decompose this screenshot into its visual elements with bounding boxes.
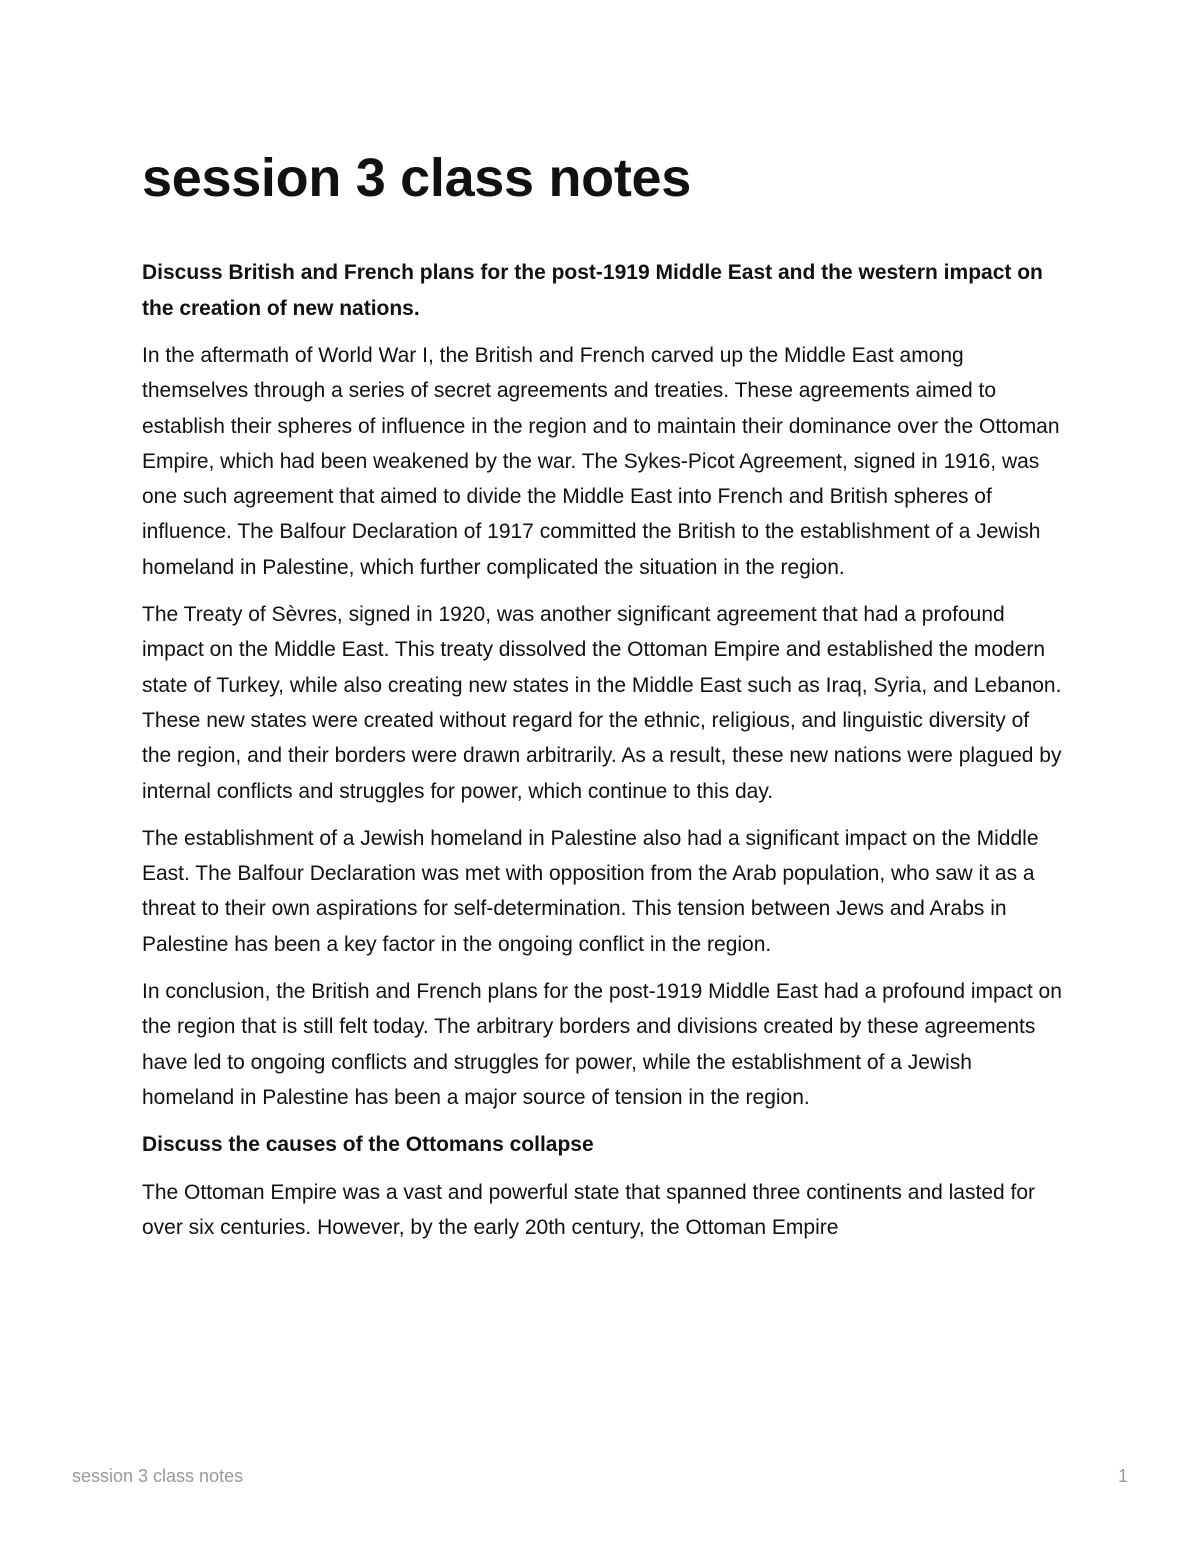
- page-title: session 3 class notes: [142, 148, 691, 208]
- section-heading: Discuss the causes of the Ottomans collapse: [142, 1133, 594, 1157]
- paragraph: In conclusion, the British and French plans for the post-1919 Middle East had a profound impact on the region that is still felt today. The arbitrary borders and divisions created by these agreements have led to ongoing conflicts and struggles for power, while the establishment of a Jewish homeland in Palestine has been a major source of tension in the region.: [142, 980, 1062, 1109]
- paragraph: The Treaty of Sèvres, signed in 1920, was another significant agreement that had a profound impact on the Middle East. This treaty dissolved the Ottoman Empire and established the modern state of Turkey, while also creating new states in the Middle East such as Iraq, Syria, and Lebanon. These new states were created without regard for the ethnic, religious, and linguistic diversity of the region, and their borders were drawn arbitrarily. As a result, these new nations were plagued by internal conflicts and struggles for power, which continue to this day.: [142, 603, 1062, 803]
- paragraph: The Ottoman Empire was a vast and powerful state that spanned three continents and lasted for over six centuries. However, by the early 20th century, the Ottoman Empire: [142, 1180, 1036, 1240]
- footer-page-number: 1: [1117, 1466, 1128, 1486]
- paragraph: The establishment of a Jewish homeland in Palestine also had a significant impact on the Middle East. The Balfour Declaration was met with opposition from the Arab population, who saw it as a threat to their own aspirations for self-determination. This tension between Jews and Arabs in Palestine has been a key factor in the ongoing conflict in the region.: [142, 826, 1039, 956]
- section-heading: Discuss British and French plans for the post-1919 Middle East and the western impact on the creation of new nations.: [142, 261, 1043, 320]
- paragraph: In the aftermath of World War I, the British and French carved up the Middle East among themselves through a series of secret agreements and treaties. These agreements aimed to establish their spheres of influence in the region and to maintain their dominance over the Ottoman Empire, which had been weakened by the war. The Sykes-Picot Agreement, signed in 1916, was one such agreement that aimed to divide the Middle East into French and British spheres of influence. The Balfour Declaration of 1917 committed the British to the establishment of a Jewish homeland in Palestine, which further complicated the situation in the region.: [142, 344, 1060, 579]
- document-body: [142, 255, 1062, 1257]
- footer-title: session 3 class notes: [72, 1466, 244, 1486]
